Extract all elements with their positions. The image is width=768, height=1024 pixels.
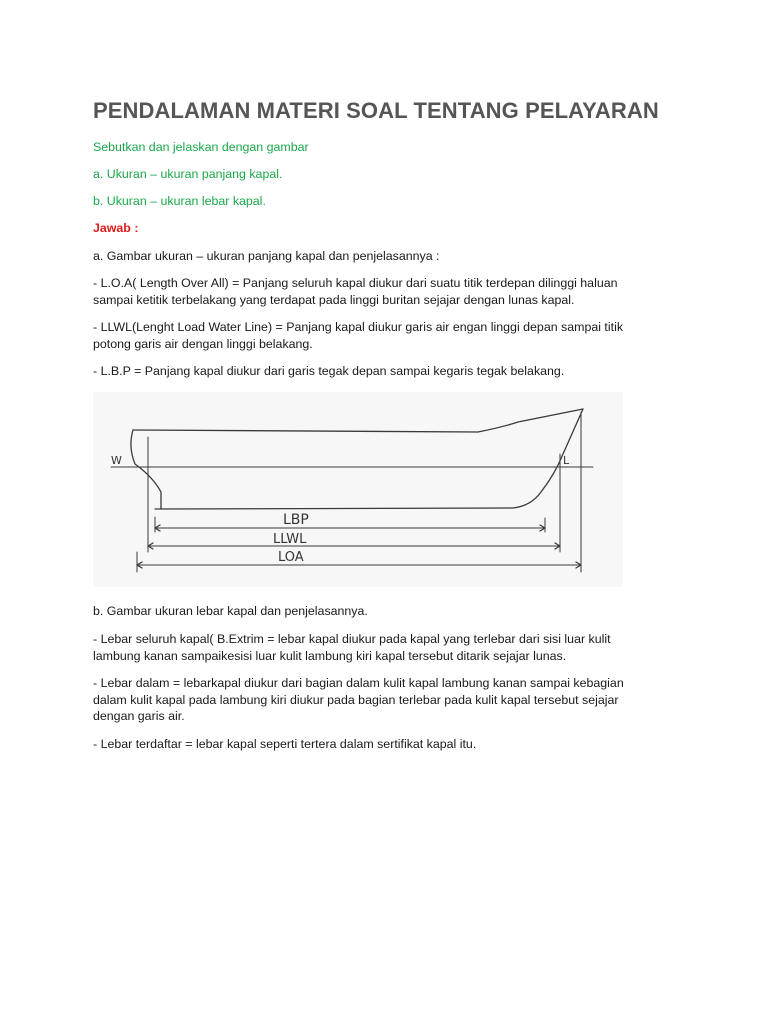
- llwl-definition: - LLWL(Lenght Load Water Line) = Panjang kapal diukur garis air engan linggi depan sampai titik potong garis air dengan linggi belakang.: [93, 320, 624, 351]
- lbp-label: LBP: [283, 512, 309, 528]
- ship-length-sketch: [93, 392, 623, 587]
- section-a-heading: a. Gambar ukuran – ukuran panjang kapal dan penjelasannya :: [93, 249, 440, 263]
- waterline-label-w: W: [111, 454, 122, 467]
- keel-line: [155, 409, 583, 509]
- section-b-heading: b. Gambar ukuran lebar kapal dan penjelasannya.: [93, 604, 368, 618]
- ship-length-diagram: [93, 392, 623, 587]
- question-intro: Sebutkan dan jelaskan dengan gambar: [93, 140, 309, 154]
- question-b: b. Ukuran – ukuran lebar kapal.: [93, 194, 266, 208]
- llwl-label: LLWL: [273, 532, 307, 547]
- loa-label: LOA: [278, 550, 304, 565]
- stern-profile: [131, 430, 161, 509]
- lebar-terdaftar-definition: - Lebar terdaftar = lebar kapal seperti tertera dalam sertifikat kapal itu.: [93, 737, 477, 751]
- lebar-dalam-definition: - Lebar dalam = lebarkapal diukur dari bagian dalam kulit kapal lambung kanan sampai kebagian dalam kulit kapal pada lambung kiri diukur pada bagian terlebar pada kulit kapal tersebut sejajar dengan garis air.: [93, 676, 624, 723]
- lebar-seluruh-definition: - Lebar seluruh kapal( B.Extrim = lebar kapal diukur pada kapal yang terlebar dari sisi luar kulit lambung kanan sampaikesisi luar kulit lambung kiri kapal tersebut ditarik sejajar lunas.: [93, 632, 611, 663]
- question-a: a. Ukuran – ukuran panjang kapal.: [93, 167, 283, 181]
- waterline-label-l: L: [563, 454, 570, 467]
- answer-label: Jawab :: [93, 221, 139, 235]
- loa-definition: - L.O.A( Length Over All) = Panjang seluruh kapal diukur dari suatu titik terdepan dilinggi haluan sampai ketitik terbelakang yang terdapat pada linggi buritan sejajar dengan lunas kapal.: [93, 276, 618, 307]
- page-title: PENDALAMAN MATERI SOAL TENTANG PELAYARAN: [93, 98, 659, 123]
- lbp-definition: - L.B.P = Panjang kapal diukur dari garis tegak depan sampai kegaris tegak belakang.: [93, 364, 565, 378]
- deck-line: [133, 409, 583, 432]
